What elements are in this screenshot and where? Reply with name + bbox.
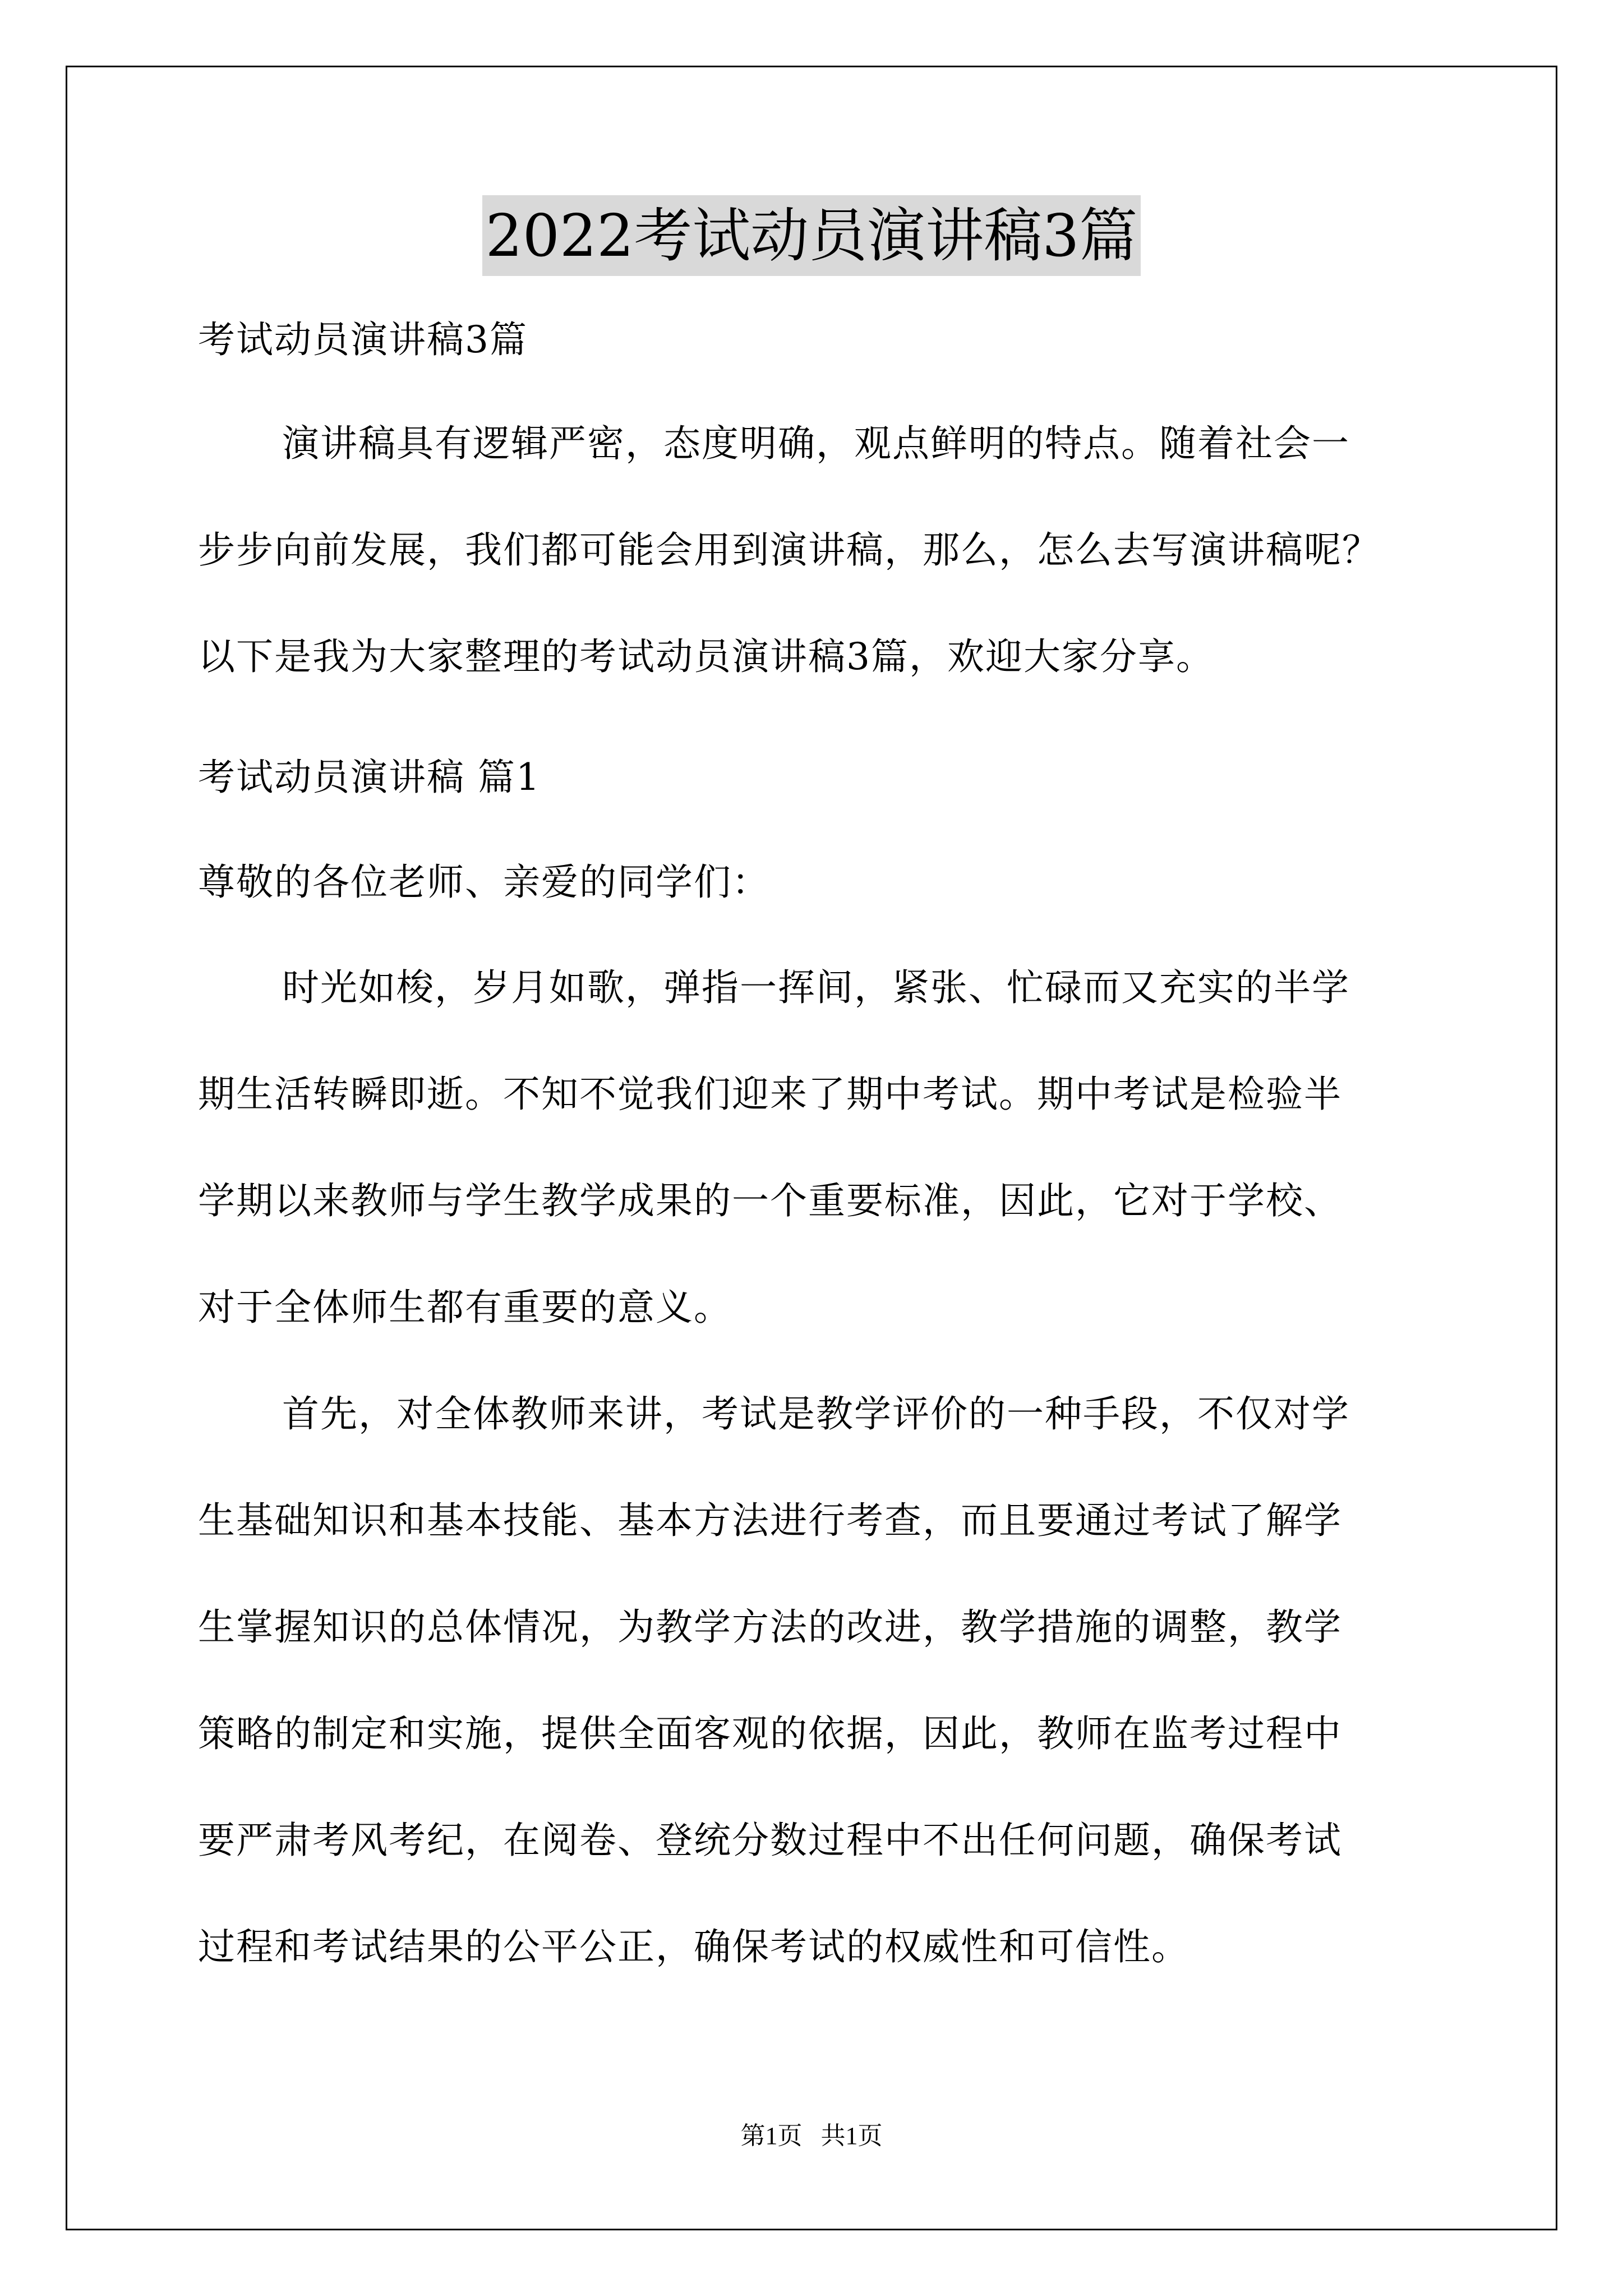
paragraph-line: 策略的制定和实施，提供全面客观的依据，因此，教师在监考过程中 <box>198 1712 1342 1755</box>
paragraph-line: 期生活转瞬即逝。不知不觉我们迎来了期中考试。期中考试是检验半 <box>198 1073 1342 1116</box>
footer-container <box>0 2120 1623 2152</box>
paragraph-line: 演讲稿具有逻辑严密，态度明确，观点鲜明的特点。随着社会一 <box>282 422 1350 465</box>
paragraph-line: 时光如梭，岁月如歌，弹指一挥间，紧张、忙碌而又充实的半学 <box>282 966 1350 1009</box>
paragraph-line: 生掌握知识的总体情况，为教学方法的改进，教学措施的调整，教学 <box>198 1605 1342 1649</box>
page-number-footer: 第1页 共1页 <box>740 2122 883 2150</box>
title-container <box>0 195 1623 276</box>
section-heading: 考试动员演讲稿 篇1 <box>198 756 541 799</box>
document-title: 2022考试动员演讲稿3篇 <box>482 195 1141 276</box>
page-frame <box>66 66 1557 2230</box>
paragraph-line: 生基础知识和基本技能、基本方法进行考查，而且要通过考试了解学 <box>198 1499 1342 1542</box>
paragraph-line: 首先，对全体教师来讲，考试是教学评价的一种手段，不仅对学 <box>282 1392 1350 1435</box>
paragraph-line: 过程和考试结果的公平公正，确保考试的权威性和可信性。 <box>198 1925 1189 1968</box>
subtitle-line: 考试动员演讲稿3篇 <box>198 318 528 361</box>
paragraph-line: 步步向前发展，我们都可能会用到演讲稿，那么，怎么去写演讲稿呢？ <box>198 528 1380 572</box>
paragraph-line: 要严肃考风考纪，在阅卷、登统分数过程中不出任何问题，确保考试 <box>198 1819 1342 1862</box>
paragraph-line: 以下是我为大家整理的考试动员演讲稿3篇，欢迎大家分享。 <box>198 635 1214 678</box>
paragraph-line: 对于全体师生都有重要的意义。 <box>198 1286 732 1329</box>
paragraph-line: 学期以来教师与学生教学成果的一个重要标准，因此，它对于学校、 <box>198 1179 1342 1222</box>
salutation-line: 尊敬的各位老师、亲爱的同学们： <box>198 861 770 904</box>
